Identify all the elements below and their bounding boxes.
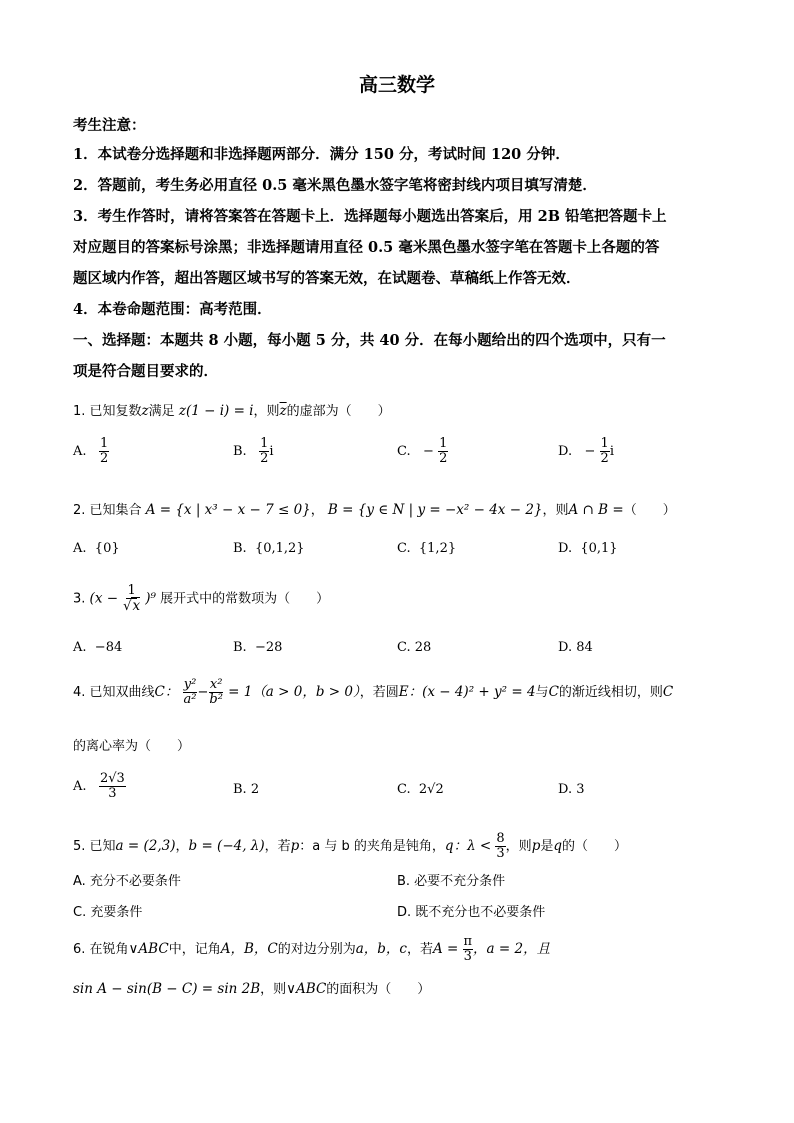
option-value: {0,1} — [580, 541, 618, 556]
denominator — [122, 599, 141, 614]
q6-angle-a: A = — [433, 941, 459, 957]
option-label: B. — [233, 640, 247, 655]
q3-option-d[interactable] — [558, 640, 593, 655]
option-value: 2 — [250, 782, 260, 797]
denominator: 2 — [600, 451, 609, 466]
option-value: {1,2} — [418, 541, 457, 556]
q4-frac-x — [208, 678, 224, 707]
notice-item-3-line-1: 3．考生作答时，请将答案答在答题卡上．选择题每小题选出答案后，用 2B 铅笔把答题卡上 — [73, 208, 667, 225]
q2-text-tail: （ ） — [623, 503, 676, 518]
numerator: 1 — [260, 436, 269, 451]
q3-option-b[interactable] — [233, 640, 282, 655]
numerator: 1 — [600, 436, 609, 451]
imaginary-unit: i — [269, 444, 274, 459]
option-label: C. — [397, 640, 411, 655]
question-3 — [73, 584, 329, 614]
option-label: B. — [233, 541, 247, 556]
q3-text-tail: 展开式中的常数项为（ ） — [160, 591, 330, 607]
fraction — [438, 437, 448, 466]
option-value: −28 — [254, 640, 283, 655]
q5-option-a[interactable]: A. 充分不必要条件 — [73, 874, 181, 889]
q5-text-tail-mid: 是 — [540, 839, 554, 854]
notice-item-3-line-2: 对应题目的答案标号涂黑；非选择题请用直径 0.5 毫米黑色墨水签字笔在答题卡上各题的答 — [73, 239, 660, 256]
option-label: D. — [558, 541, 573, 556]
q5-text-tail-pre: ，则 — [505, 839, 532, 854]
q2-separator: ， — [310, 503, 324, 518]
q6-text-mid-3: ，若 — [406, 942, 433, 957]
q6-text-mid-4: ，则 — [260, 982, 287, 997]
q1-var-z: z — [141, 403, 149, 419]
fraction — [463, 935, 474, 964]
option-label: D. — [558, 444, 573, 459]
denominator: 2 — [260, 451, 269, 466]
option-label: A. — [73, 541, 87, 556]
option-value: 84 — [576, 640, 593, 655]
q1-option-a[interactable] — [73, 437, 109, 466]
numerator: 1 — [127, 583, 136, 598]
numerator: π — [463, 934, 473, 949]
imaginary-unit: i — [609, 444, 614, 459]
radicand: x — [132, 598, 141, 614]
q1-conjugate-z: $\overline{z}$ — [279, 403, 287, 419]
numerator: 1 — [99, 436, 109, 451]
q1-option-d[interactable] — [558, 437, 614, 466]
q2-set-b: B = {y ∈ N | y = −x² − 4x − 2} — [327, 502, 543, 518]
minus-sign: − — [584, 444, 596, 459]
q5-separator: ， — [175, 839, 189, 854]
q5-option-d[interactable]: D. 既不充分也不必要条件 — [397, 905, 546, 920]
q5-vector-a: a = (2,3) — [115, 838, 176, 854]
q2-text: 2. 已知集合 — [73, 503, 142, 518]
denominator: 3 — [496, 846, 505, 861]
q6-triangle-ref: ∨ABC — [286, 981, 327, 997]
option-label: B. — [233, 444, 247, 459]
q6-text-tail-2: 的面积为（ ） — [326, 982, 431, 997]
q2-option-c[interactable] — [397, 541, 456, 556]
option-value: 2√2 — [418, 782, 444, 797]
section-1-heading-line-1: 一、选择题：本题共 8 小题，每小题 5 分，共 40 分．在每小题给出的四个选项中，只有一 — [73, 332, 666, 349]
q1-text-mid: 满足 — [148, 404, 175, 419]
q5-prop-p-ref: p — [531, 838, 541, 854]
notice-item-4: 4．本卷命题范围：高考范围． — [73, 301, 272, 318]
q6-sides: a，b，c — [355, 941, 407, 957]
q5-text: 5. 已知 — [73, 839, 116, 854]
q5-option-b[interactable]: B. 必要不充分条件 — [397, 874, 506, 889]
q4-curve-ref: C — [548, 684, 559, 700]
q4-equation-rest: = 1（a > 0，b > 0） — [228, 684, 360, 700]
option-value: {0,1,2} — [254, 541, 305, 556]
q1-equation: z(1 − i) = i — [178, 403, 254, 419]
question-2 — [73, 499, 676, 518]
notice-item-2: 2．答题前，考生务必用直径 0.5 毫米黑色墨水签字笔将密封线内项目填写清楚． — [73, 177, 597, 194]
option-label: C. — [397, 444, 411, 459]
q1-option-b[interactable] — [233, 437, 274, 466]
denominator: b² — [209, 692, 223, 707]
minus-sign: − — [423, 444, 434, 459]
page-title: 高三数学 — [358, 74, 435, 96]
q1-text-post: ，则 — [253, 404, 280, 419]
q2-option-b[interactable] — [233, 541, 305, 556]
q4-line-2: 的离心率为（ ） — [73, 739, 191, 754]
q1-text: 1. 已知复数 — [73, 404, 142, 419]
option-label: A. — [73, 640, 87, 655]
numerator: y² — [183, 677, 197, 692]
q1-option-c[interactable] — [397, 437, 448, 466]
notice-heading: 考生注意： — [73, 117, 146, 134]
fraction — [495, 832, 505, 861]
denominator: 3 — [108, 786, 117, 801]
option-label: A. — [73, 444, 87, 459]
q6-line-2 — [73, 978, 430, 997]
q4-text: 4. 已知双曲线 — [73, 685, 155, 700]
minus-sign: − — [197, 685, 209, 700]
q6-triangle: ∨ABC — [128, 941, 169, 957]
q4-curve-name: C： — [154, 684, 179, 700]
q6-text-tail: ，a = 2，且 — [473, 941, 551, 957]
q1-text-tail: 的虚部为（ ） — [286, 404, 391, 419]
notice-item-3-line-3: 题区域内作答，超出答题区域书写的答案无效，在试题卷、草稿纸上作答无效． — [73, 270, 581, 287]
q4-text-mid-2: 与 — [535, 685, 549, 700]
question-6 — [73, 935, 550, 964]
fraction — [600, 437, 610, 466]
question-5 — [73, 832, 627, 861]
denominator: 2 — [99, 451, 109, 466]
question-1 — [73, 400, 391, 419]
option-label: D. — [558, 640, 573, 655]
fraction — [99, 772, 126, 801]
option-label: D. — [558, 782, 573, 797]
q4-text-mid-3: 的渐近线相切，则 — [558, 685, 663, 700]
q4-frac-y — [183, 678, 198, 707]
numerator: 1 — [439, 436, 448, 451]
option-label: C. — [397, 541, 411, 556]
option-value: −84 — [94, 640, 123, 655]
q3-expr-left: (x − — [89, 590, 119, 607]
numerator: 8 — [496, 831, 505, 846]
fraction — [259, 437, 269, 466]
q2-text-tail-pre: ，则 — [542, 503, 569, 518]
option-value: 3 — [576, 782, 585, 797]
q6-angles: A，B，C — [220, 941, 278, 957]
q5-prop-q: q — [444, 838, 454, 854]
q4-circle-equation: E：(x − 4)² + y² = 4 — [398, 684, 536, 700]
numerator: x² — [209, 677, 223, 692]
question-4 — [73, 678, 673, 707]
q6-equation: sin A − sin(B − C) = sin 2B — [73, 981, 261, 997]
q5-prop-q-ref: q — [553, 838, 563, 854]
q5-vector-b: b = (−4, λ) — [188, 838, 265, 854]
section-1-heading-line-2: 项是符合题目要求的． — [73, 363, 218, 380]
fraction — [99, 437, 109, 466]
q4-option-b[interactable] — [233, 782, 259, 797]
q6-text-mid-2: 的对边分别为 — [277, 942, 356, 957]
q6-text: 6. 在锐角 — [73, 942, 129, 957]
q4-curve-ref-2: C — [662, 684, 674, 700]
denominator: a² — [183, 692, 197, 707]
option-value: {0} — [94, 541, 120, 556]
q2-set-a: A = {x | x³ − x − 7 ≤ 0} — [145, 502, 311, 518]
notice-item-1: 1．本试卷分选择题和非选择题两部分．满分 150 分，考试时间 120 分钟． — [73, 146, 570, 163]
option-label: C. — [397, 782, 411, 797]
q4-option-d[interactable] — [558, 782, 585, 797]
q5-option-c[interactable]: C. 充要条件 — [73, 905, 143, 920]
q2-option-a[interactable] — [73, 541, 120, 556]
option-label: A. — [73, 779, 87, 794]
q3-option-a[interactable] — [73, 640, 122, 655]
denominator: 3 — [463, 949, 472, 964]
q3-fraction — [122, 584, 141, 614]
denominator: 2 — [439, 451, 448, 466]
option-value: 28 — [414, 640, 432, 655]
q5-prop-p: p — [290, 838, 300, 854]
q5-prop-p-text: ：a 与 b 的夹角是钝角， — [299, 839, 445, 854]
q2-option-d[interactable] — [558, 541, 618, 556]
q4-text-mid: ，若圆 — [359, 685, 399, 700]
numerator: 2√3 — [99, 771, 125, 786]
q3-expr-right: )⁹ — [145, 590, 156, 607]
q5-prop-q-text: ：λ < — [453, 838, 492, 854]
q3-number: 3. — [73, 591, 86, 607]
q5-text-mid: ，若 — [264, 839, 291, 854]
q6-text-mid: 中，记角 — [168, 942, 221, 957]
q3-option-c[interactable] — [397, 640, 431, 655]
q4-option-c[interactable] — [397, 782, 444, 797]
sqrt-sign: √ — [123, 599, 132, 614]
q5-text-tail: 的（ ） — [562, 839, 628, 854]
option-label: B. — [233, 782, 247, 797]
q2-intersection: A ∩ B = — [568, 502, 624, 518]
q4-option-a[interactable] — [73, 772, 126, 801]
